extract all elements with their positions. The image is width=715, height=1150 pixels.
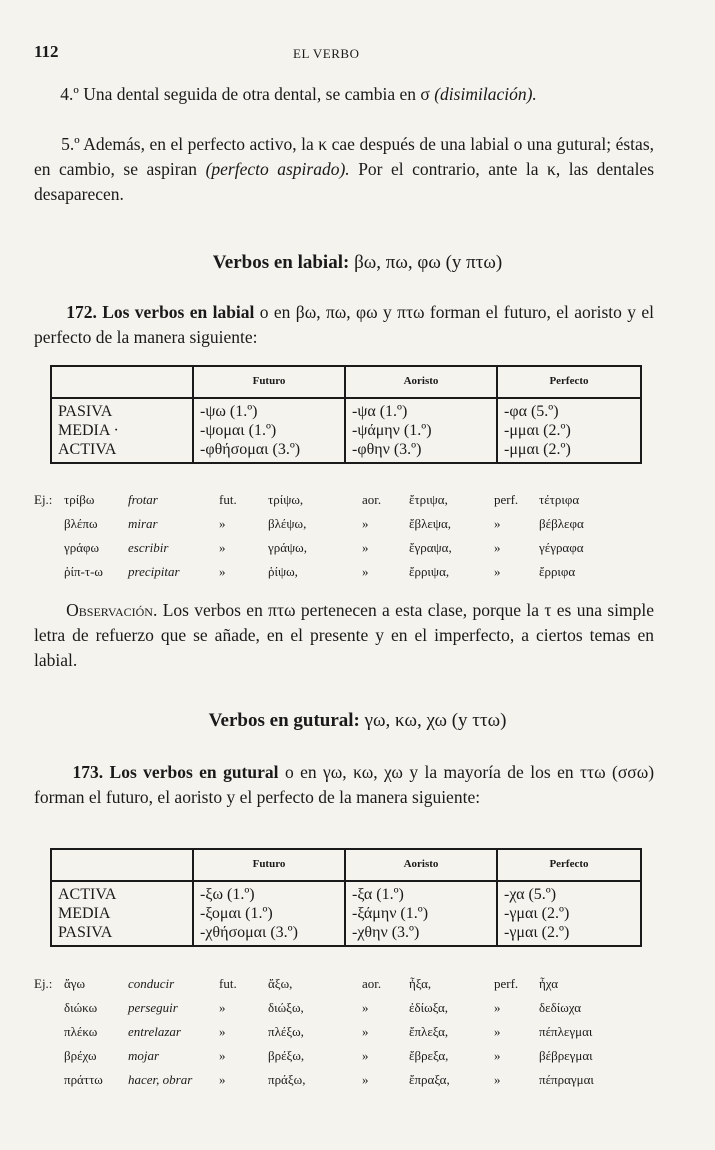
- gutural-examples: [34, 976, 684, 1096]
- gutural-row-labels: [51, 881, 193, 946]
- example-greek: πράττω: [64, 1072, 103, 1087]
- page-number: 112: [34, 42, 59, 61]
- gutural-futuro-1: -ξω (1.º): [200, 886, 255, 903]
- example-meaning: precipitar: [128, 564, 180, 579]
- example-row: [34, 564, 684, 588]
- labial-aoristo-3: -φθην (3.º): [352, 441, 422, 458]
- paragraph-172-number: 172.: [66, 302, 97, 322]
- paragraph-172-lead: Los verbos en labial: [102, 302, 255, 322]
- rule-4-number: 4.º: [60, 84, 79, 104]
- gutural-futuro-2: -ξομαι (1.º): [200, 905, 273, 922]
- example-aor-label: »: [362, 540, 369, 555]
- example-greek: ἄγω: [64, 976, 86, 991]
- example-row: [34, 540, 684, 564]
- labial-perfecto-3: -μμαι (2.º): [504, 441, 571, 458]
- labial-perfecto-cell: [497, 398, 641, 463]
- example-row: [34, 516, 684, 540]
- example-fut-form: γράψω,: [268, 540, 307, 555]
- example-row: [34, 1048, 684, 1072]
- labial-table-header-row: [51, 366, 641, 398]
- gutural-label-activa: ACTIVA: [58, 886, 117, 903]
- example-aor-form: ἐδίωξα,: [409, 1000, 449, 1015]
- example-greek: τρίβω: [64, 492, 95, 507]
- example-aor-form: ἦξα,: [409, 976, 432, 991]
- paragraph-173: [34, 760, 654, 810]
- labial-header-perfecto: Perfecto: [497, 366, 641, 398]
- example-row: [34, 1072, 684, 1096]
- example-fut-label: fut.: [219, 976, 237, 991]
- labial-header-aoristo: Aoristo: [345, 366, 497, 398]
- example-row: [34, 492, 684, 516]
- observation: [34, 598, 654, 673]
- gutural-header-perfecto: Perfecto: [497, 849, 641, 881]
- example-fut-label: »: [219, 564, 226, 579]
- example-greek: βλέπω: [64, 516, 98, 531]
- example-fut-form: βρέξω,: [268, 1048, 305, 1063]
- paragraph-173-text: o en γω, κω, χω y la mayoría de los en ττω (σσω) forman el futuro, el aoristo y el perfecto de la manera siguiente:: [34, 762, 655, 807]
- example-aor-label: aor.: [362, 976, 382, 991]
- labial-futuro-cell: [193, 398, 345, 463]
- example-fut-label: fut.: [219, 492, 237, 507]
- gutural-header-aoristo: Aoristo: [345, 849, 497, 881]
- examples-prefix: Ej.:: [34, 976, 53, 991]
- example-meaning: escribir: [128, 540, 169, 555]
- running-head: EL VERBO: [293, 46, 360, 61]
- gutural-table: [50, 848, 642, 947]
- example-fut-form: βλέψω,: [268, 516, 307, 531]
- example-fut-form: διώξω,: [268, 1000, 304, 1015]
- gutural-label-media: MEDIA: [58, 905, 111, 922]
- example-meaning: conducir: [128, 976, 175, 991]
- example-aor-form: ἔγραψα,: [409, 540, 452, 555]
- labial-futuro-2: -ψομαι (1.º): [200, 422, 277, 439]
- paragraph-172: [34, 300, 654, 350]
- gutural-table-corner: [51, 849, 193, 881]
- example-fut-label: »: [219, 516, 226, 531]
- examples-prefix: Ej.:: [34, 492, 53, 507]
- example-row: [34, 1024, 684, 1048]
- example-row: [34, 976, 684, 1000]
- gutural-aoristo-cell: [345, 881, 497, 946]
- example-aor-label: aor.: [362, 492, 382, 507]
- paragraph-173-number: 173.: [72, 762, 104, 782]
- labial-heading-greek: βω, πω, φω (y πτω): [354, 252, 503, 273]
- labial-table-corner: [51, 366, 193, 398]
- labial-perfecto-1: -φα (5.º): [504, 403, 559, 420]
- example-perf-form: βέβλεφα: [539, 516, 584, 531]
- example-fut-label: »: [219, 540, 226, 555]
- example-meaning: hacer, obrar: [128, 1072, 193, 1087]
- example-perf-label: »: [494, 1048, 501, 1063]
- example-perf-label: »: [494, 540, 501, 555]
- example-greek: πλέκω: [64, 1024, 98, 1039]
- example-perf-label: »: [494, 564, 501, 579]
- labial-futuro-1: -ψω (1.º): [200, 403, 258, 420]
- observation-text: Los verbos en πτω pertenecen a esta clase, porque la τ es una simple letra de refuerzo que se añade, en el presente y en el imperfecto, a ciertos temas en labial.: [34, 600, 654, 670]
- example-greek: ῥίπ-τ-ω: [64, 564, 103, 579]
- labial-label-media: MEDIA ·: [58, 422, 119, 439]
- rule-5-text-1: Además, en el perfecto activo, la κ cae después de una labial o una gutural; éstas, en cambio, se aspiran: [34, 134, 654, 179]
- example-aor-form: ἔπλεξα,: [409, 1024, 449, 1039]
- labial-table: [50, 365, 642, 464]
- labial-table-body-row: [51, 398, 641, 463]
- gutural-futuro-3: -χθήσομαι (3.º): [200, 924, 298, 941]
- example-perf-label: perf.: [494, 492, 519, 507]
- gutural-aoristo-3: -χθην (3.º): [352, 924, 420, 941]
- example-perf-label: »: [494, 1072, 501, 1087]
- rule-5-text-2: Por el contrario, ante la κ, las dentales desaparecen.: [34, 159, 655, 204]
- example-fut-label: »: [219, 1048, 226, 1063]
- gutural-perfecto-1: -χα (5.º): [504, 886, 557, 903]
- gutural-perfecto-2: -γμαι (2.º): [504, 905, 570, 922]
- gutural-header-futuro: Futuro: [193, 849, 345, 881]
- example-perf-form: πέπλεγμαι: [539, 1024, 593, 1039]
- rule-4: [34, 82, 654, 107]
- example-meaning: frotar: [128, 492, 158, 507]
- example-perf-form: δεδίωχα: [539, 1000, 582, 1015]
- rule-5-term: (perfecto aspirado).: [205, 159, 350, 179]
- gutural-heading-greek: γω, κω, χω (y ττω): [364, 710, 507, 731]
- rule-4-term: (disimilación).: [434, 84, 537, 104]
- example-aor-label: »: [362, 564, 369, 579]
- example-meaning: mirar: [128, 516, 158, 531]
- labial-examples: [34, 492, 684, 588]
- example-aor-form: ἔρριψα,: [409, 564, 450, 579]
- example-perf-form: βέβρεγμαι: [539, 1048, 593, 1063]
- rule-4-text: Una dental seguida de otra dental, se cambia en σ: [83, 84, 430, 104]
- labial-perfecto-2: -μμαι (2.º): [504, 422, 571, 439]
- example-perf-label: perf.: [494, 976, 519, 991]
- example-aor-label: »: [362, 1048, 369, 1063]
- example-perf-form: ἔρριφα: [539, 564, 576, 579]
- gutural-futuro-cell: [193, 881, 345, 946]
- example-perf-label: »: [494, 1000, 501, 1015]
- labial-heading-text: Verbos en labial:: [212, 252, 350, 273]
- gutural-heading: [0, 710, 715, 732]
- gutural-label-pasiva: PASIVA: [58, 924, 113, 941]
- labial-heading: [0, 252, 715, 274]
- observation-label: Observación.: [66, 600, 158, 620]
- example-fut-form: πράξω,: [268, 1072, 306, 1087]
- example-fut-form: ῥίψω,: [268, 564, 298, 579]
- gutural-perfecto-3: -γμαι (2.º): [504, 924, 570, 941]
- example-meaning: perseguir: [128, 1000, 178, 1015]
- example-perf-label: »: [494, 1024, 501, 1039]
- gutural-perfecto-cell: [497, 881, 641, 946]
- paragraph-172-text: o en βω, πω, φω y πτω forman el futuro, el aoristo y el perfecto de la manera siguiente:: [34, 302, 655, 347]
- example-perf-label: »: [494, 516, 501, 531]
- example-meaning: mojar: [128, 1048, 160, 1063]
- example-perf-form: ἦχα: [539, 976, 559, 991]
- labial-label-activa: ACTIVA: [58, 441, 117, 458]
- labial-futuro-3: -φθήσομαι (3.º): [200, 441, 301, 458]
- labial-aoristo-2: -ψάμην (1.º): [352, 422, 432, 439]
- example-fut-label: »: [219, 1024, 226, 1039]
- example-perf-form: πέπραγμαι: [539, 1072, 594, 1087]
- gutural-heading-text: Verbos en gutural:: [208, 710, 360, 731]
- example-aor-label: »: [362, 1072, 369, 1087]
- rule-5-number: 5.º: [61, 134, 80, 154]
- labial-row-labels: [51, 398, 193, 463]
- example-perf-form: γέγραφα: [539, 540, 584, 555]
- gutural-aoristo-1: -ξα (1.º): [352, 886, 404, 903]
- example-greek: γράφω: [64, 540, 100, 555]
- paragraph-173-lead: Los verbos en gutural: [109, 762, 279, 782]
- example-aor-label: »: [362, 1024, 369, 1039]
- example-aor-label: »: [362, 1000, 369, 1015]
- example-aor-form: ἔβρεξα,: [409, 1048, 449, 1063]
- example-fut-label: »: [219, 1000, 226, 1015]
- example-fut-form: πλέξω,: [268, 1024, 304, 1039]
- example-greek: διώκω: [64, 1000, 98, 1015]
- gutural-aoristo-2: -ξάμην (1.º): [352, 905, 429, 922]
- example-greek: βρέχω: [64, 1048, 97, 1063]
- example-aor-form: ἔτριψα,: [409, 492, 448, 507]
- example-fut-form: ἄξω,: [268, 976, 293, 991]
- labial-header-futuro: Futuro: [193, 366, 345, 398]
- labial-aoristo-cell: [345, 398, 497, 463]
- example-fut-form: τρίψω,: [268, 492, 304, 507]
- example-aor-form: ἔπραξα,: [409, 1072, 450, 1087]
- example-perf-form: τέτριφα: [539, 492, 580, 507]
- example-aor-form: ἔβλεψα,: [409, 516, 452, 531]
- example-meaning: entrelazar: [128, 1024, 181, 1039]
- gutural-table-header-row: [51, 849, 641, 881]
- rule-5: [34, 132, 654, 207]
- example-aor-label: »: [362, 516, 369, 531]
- example-row: [34, 1000, 684, 1024]
- example-fut-label: »: [219, 1072, 226, 1087]
- labial-label-pasiva: PASIVA: [58, 403, 113, 420]
- labial-aoristo-1: -ψα (1.º): [352, 403, 408, 420]
- gutural-table-body-row: [51, 881, 641, 946]
